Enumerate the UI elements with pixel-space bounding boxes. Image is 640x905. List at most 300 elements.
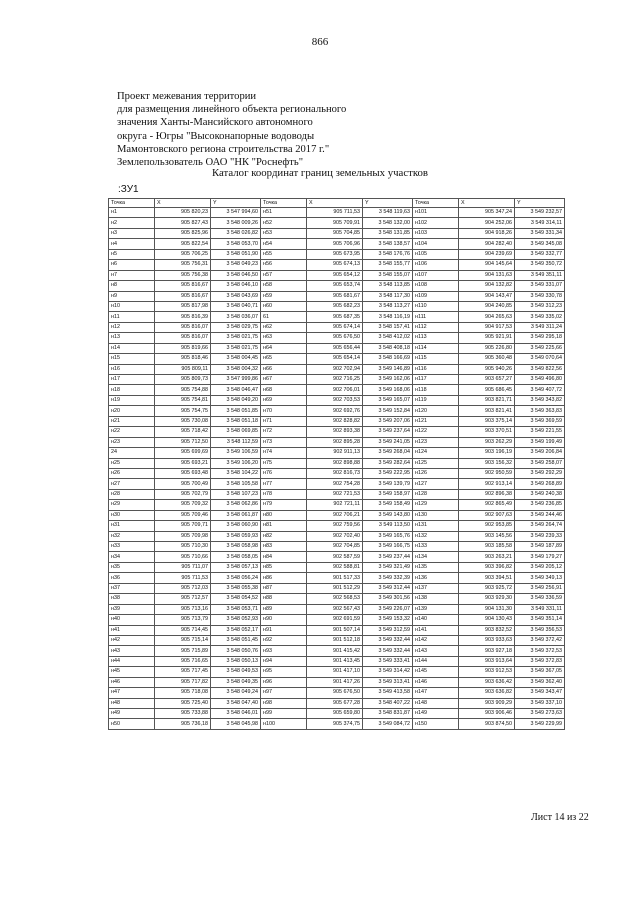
table-row: [109, 291, 565, 301]
point-cell: н108: [413, 281, 459, 291]
y-cell: 3 548 036,07: [211, 312, 261, 322]
table-row: [109, 510, 565, 520]
x-cell: 904 252,06: [459, 218, 515, 228]
point-cell: н110: [413, 301, 459, 311]
y-cell: 3 548 021,75: [211, 343, 261, 353]
y-cell: 3 549 168,06: [363, 385, 413, 395]
y-cell: 3 548 026,82: [211, 228, 261, 238]
y-cell: 3 548 051,90: [211, 249, 261, 259]
point-cell: н125: [413, 458, 459, 468]
x-cell: 904 143,47: [459, 291, 515, 301]
point-cell: н106: [413, 260, 459, 270]
y-cell: 3 548 029,75: [211, 322, 261, 332]
x-cell: 901 413,45: [307, 656, 363, 666]
x-cell: 904 145,64: [459, 260, 515, 270]
point-cell: н47: [109, 688, 155, 698]
y-cell: 3 548 166,69: [363, 354, 413, 364]
point-cell: н70: [261, 406, 307, 416]
table-row: [109, 270, 565, 280]
y-cell: 3 549 236,85: [515, 500, 565, 510]
x-cell: 903 396,82: [459, 562, 515, 572]
point-cell: н15: [109, 354, 155, 364]
point-cell: н42: [109, 635, 155, 645]
point-cell: н85: [261, 562, 307, 572]
table-row: [109, 416, 565, 426]
y-cell: 3 549 158,49: [363, 500, 413, 510]
point-cell: н39: [109, 604, 155, 614]
point-cell: н31: [109, 521, 155, 531]
x-cell: 905 715,89: [155, 646, 211, 656]
x-cell: 905 717,82: [155, 677, 211, 687]
x-cell: 901 517,33: [307, 573, 363, 583]
x-cell: 905 702,79: [155, 489, 211, 499]
y-cell: 3 548 046,01: [211, 709, 261, 719]
table-row: [109, 677, 565, 687]
x-cell: 905 654,14: [307, 354, 363, 364]
y-cell: 3 549 413,58: [363, 688, 413, 698]
document-header: [117, 90, 537, 169]
table-row: [109, 656, 565, 666]
y-cell: 3 548 045,98: [211, 719, 261, 729]
point-cell: н52: [261, 218, 307, 228]
point-cell: н38: [109, 594, 155, 604]
x-cell: 902 702,94: [307, 364, 363, 374]
table-row: [109, 489, 565, 499]
header-line: значения Ханты-Мансийского автономного: [117, 117, 313, 129]
point-cell: н145: [413, 667, 459, 677]
point-cell: н27: [109, 479, 155, 489]
x-cell: 902 913,14: [459, 479, 515, 489]
y-cell: 3 548 050,13: [211, 656, 261, 666]
point-cell: н5: [109, 249, 155, 259]
y-cell: 3 549 165,76: [363, 531, 413, 541]
x-cell: 905 653,74: [307, 281, 363, 291]
x-cell: 902 587,59: [307, 552, 363, 562]
x-cell: 905 809,11: [155, 364, 211, 374]
y-cell: 3 549 363,83: [515, 406, 565, 416]
x-cell: 905 712,57: [155, 594, 211, 604]
y-cell: 3 549 143,80: [363, 510, 413, 520]
y-cell: 3 548 055,38: [211, 583, 261, 593]
x-cell: 905 654,12: [307, 270, 363, 280]
x-cell: 905 677,28: [307, 698, 363, 708]
y-cell: 3 548 009,26: [211, 218, 261, 228]
x-cell: 902 706,01: [307, 385, 363, 395]
point-cell: н102: [413, 218, 459, 228]
y-cell: 3 548 119,63: [363, 208, 413, 218]
table-row: [109, 458, 565, 468]
point-cell: н132: [413, 531, 459, 541]
x-cell: 905 816,07: [155, 322, 211, 332]
y-cell: 3 548 831,87: [363, 709, 413, 719]
x-cell: 905 713,79: [155, 615, 211, 625]
point-cell: н6: [109, 260, 155, 270]
point-cell: н134: [413, 552, 459, 562]
x-cell: 905 717,45: [155, 667, 211, 677]
x-cell: 901 415,42: [307, 646, 363, 656]
column-header: Y: [211, 199, 261, 208]
x-cell: 902 907,63: [459, 510, 515, 520]
x-cell: 903 925,72: [459, 583, 515, 593]
x-cell: 905 754,88: [155, 385, 211, 395]
x-cell: 905 709,46: [155, 510, 211, 520]
y-cell: 3 548 004,32: [211, 364, 261, 374]
point-cell: н2: [109, 218, 155, 228]
point-cell: н60: [261, 301, 307, 311]
point-cell: н10: [109, 301, 155, 311]
x-cell: 905 360,48: [459, 354, 515, 364]
point-cell: н136: [413, 573, 459, 583]
x-cell: 905 754,75: [155, 406, 211, 416]
catalog-title: Каталог координат границ земельных участков: [211, 167, 429, 179]
column-header: X: [307, 199, 363, 208]
point-cell: н18: [109, 385, 155, 395]
y-cell: 3 549 332,77: [515, 249, 565, 259]
y-cell: 3 549 199,49: [515, 437, 565, 447]
table-row: [109, 552, 565, 562]
point-cell: н127: [413, 479, 459, 489]
table-row: [109, 531, 565, 541]
x-cell: 905 656,44: [307, 343, 363, 353]
x-cell: 902 691,59: [307, 615, 363, 625]
point-cell: н50: [109, 719, 155, 729]
point-cell: н105: [413, 249, 459, 259]
point-cell: н20: [109, 406, 155, 416]
y-cell: 3 549 331,34: [515, 228, 565, 238]
x-cell: 905 709,32: [155, 500, 211, 510]
x-cell: 905 711,53: [155, 573, 211, 583]
table-row: [109, 562, 565, 572]
point-cell: н96: [261, 677, 307, 687]
x-cell: 903 927,18: [459, 646, 515, 656]
y-cell: 3 548 069,85: [211, 427, 261, 437]
table-row: [109, 354, 565, 364]
x-cell: 903 906,46: [459, 709, 515, 719]
table-row: [109, 301, 565, 311]
y-cell: 3 548 049,35: [211, 677, 261, 687]
x-cell: 904 239,69: [459, 249, 515, 259]
y-cell: 3 548 058,98: [211, 542, 261, 552]
x-cell: 903 196,19: [459, 448, 515, 458]
sheet-number: Лист 14 из 22: [531, 812, 589, 823]
y-cell: 3 549 372,42: [515, 635, 565, 645]
y-cell: 3 548 113,85: [363, 281, 413, 291]
point-cell: 24: [109, 448, 155, 458]
point-cell: н68: [261, 385, 307, 395]
x-cell: 903 913,64: [459, 656, 515, 666]
x-cell: 904 240,85: [459, 301, 515, 311]
point-cell: н55: [261, 249, 307, 259]
point-cell: н141: [413, 625, 459, 635]
point-cell: н142: [413, 635, 459, 645]
point-cell: н58: [261, 281, 307, 291]
point-cell: н91: [261, 625, 307, 635]
x-cell: 903 874,50: [459, 719, 515, 729]
y-cell: 3 548 040,71: [211, 301, 261, 311]
x-cell: 901 512,29: [307, 583, 363, 593]
x-cell: 903 145,56: [459, 531, 515, 541]
point-cell: н82: [261, 531, 307, 541]
x-cell: 905 712,03: [155, 583, 211, 593]
table-row: [109, 698, 565, 708]
point-cell: н4: [109, 239, 155, 249]
x-cell: 903 636,82: [459, 688, 515, 698]
y-cell: 3 549 222,95: [363, 468, 413, 478]
y-cell: 3 549 335,02: [515, 312, 565, 322]
column-header: Y: [363, 199, 413, 208]
point-cell: н147: [413, 688, 459, 698]
point-cell: н124: [413, 448, 459, 458]
point-cell: н115: [413, 354, 459, 364]
point-cell: н137: [413, 583, 459, 593]
x-cell: 905 682,23: [307, 301, 363, 311]
y-cell: 3 548 107,23: [211, 489, 261, 499]
x-cell: 904 131,63: [459, 270, 515, 280]
column-header: Точка: [413, 199, 459, 208]
point-cell: н146: [413, 677, 459, 687]
y-cell: 3 548 046,47: [211, 385, 261, 395]
y-cell: 3 548 176,76: [363, 249, 413, 259]
point-cell: н26: [109, 468, 155, 478]
x-cell: 905 712,50: [155, 437, 211, 447]
x-cell: 903 263,21: [459, 552, 515, 562]
point-cell: н49: [109, 709, 155, 719]
x-cell: 905 710,66: [155, 552, 211, 562]
y-cell: 3 549 343,47: [515, 688, 565, 698]
x-cell: 901 417,10: [307, 667, 363, 677]
x-cell: 905 674,14: [307, 322, 363, 332]
x-cell: 903 912,53: [459, 667, 515, 677]
point-cell: н92: [261, 635, 307, 645]
x-cell: 905 921,91: [459, 333, 515, 343]
y-cell: 3 548 052,17: [211, 625, 261, 635]
table-row: [109, 322, 565, 332]
x-cell: 905 681,67: [307, 291, 363, 301]
x-cell: 902 567,43: [307, 604, 363, 614]
x-cell: 903 262,29: [459, 437, 515, 447]
point-cell: н22: [109, 427, 155, 437]
x-cell: 902 692,76: [307, 406, 363, 416]
y-cell: 3 549 372,83: [515, 656, 565, 666]
y-cell: 3 549 084,72: [363, 719, 413, 729]
y-cell: 3 549 372,53: [515, 646, 565, 656]
y-cell: 3 548 058,05: [211, 552, 261, 562]
x-cell: 901 512,18: [307, 635, 363, 645]
x-cell: 905 687,35: [307, 312, 363, 322]
x-cell: 905 756,31: [155, 260, 211, 270]
y-cell: 3 548 057,13: [211, 562, 261, 572]
point-cell: н129: [413, 500, 459, 510]
x-cell: 905 825,96: [155, 228, 211, 238]
point-cell: н143: [413, 646, 459, 656]
point-cell: н100: [261, 719, 307, 729]
x-cell: 902 703,53: [307, 395, 363, 405]
y-cell: 3 549 070,64: [515, 354, 565, 364]
x-cell: 903 929,30: [459, 594, 515, 604]
point-cell: н57: [261, 270, 307, 280]
point-cell: н53: [261, 228, 307, 238]
point-cell: н86: [261, 573, 307, 583]
y-cell: 3 548 051,85: [211, 406, 261, 416]
point-cell: н122: [413, 427, 459, 437]
x-cell: 905 709,98: [155, 531, 211, 541]
y-cell: 3 548 043,69: [211, 291, 261, 301]
y-cell: 3 549 226,07: [363, 604, 413, 614]
y-cell: 3 549 268,89: [515, 479, 565, 489]
y-cell: 3 549 314,42: [363, 667, 413, 677]
y-cell: 3 549 106,59: [211, 448, 261, 458]
y-cell: 3 549 166,75: [363, 542, 413, 552]
point-cell: н11: [109, 312, 155, 322]
y-cell: 3 549 350,72: [515, 260, 565, 270]
y-cell: 3 549 113,50: [363, 521, 413, 531]
point-cell: н16: [109, 364, 155, 374]
y-cell: 3 549 345,08: [515, 239, 565, 249]
point-cell: н66: [261, 364, 307, 374]
point-cell: н87: [261, 583, 307, 593]
y-cell: 3 549 332,44: [363, 635, 413, 645]
point-cell: н62: [261, 322, 307, 332]
point-cell: н107: [413, 270, 459, 280]
y-cell: 3 548 049,53: [211, 667, 261, 677]
table-row: [109, 468, 565, 478]
y-cell: 3 548 054,52: [211, 594, 261, 604]
point-cell: н139: [413, 604, 459, 614]
table-row: [109, 688, 565, 698]
y-cell: 3 548 155,07: [363, 270, 413, 280]
table-row: [109, 312, 565, 322]
y-cell: 3 548 053,70: [211, 239, 261, 249]
table-row: [109, 625, 565, 635]
y-cell: 3 549 187,89: [515, 542, 565, 552]
column-header: Y: [515, 199, 565, 208]
table-row: [109, 594, 565, 604]
y-cell: 3 549 273,63: [515, 709, 565, 719]
y-cell: 3 548 052,93: [211, 615, 261, 625]
point-cell: н140: [413, 615, 459, 625]
point-cell: н74: [261, 448, 307, 458]
table-row: [109, 437, 565, 447]
y-cell: 3 547 999,86: [211, 375, 261, 385]
y-cell: 3 548 051,18: [211, 416, 261, 426]
point-cell: н131: [413, 521, 459, 531]
x-cell: 905 686,45: [459, 385, 515, 395]
x-cell: 905 756,38: [155, 270, 211, 280]
point-cell: н56: [261, 260, 307, 270]
table-row: [109, 385, 565, 395]
y-cell: 3 549 349,13: [515, 573, 565, 583]
x-cell: 905 709,71: [155, 521, 211, 531]
y-cell: 3 548 049,20: [211, 395, 261, 405]
x-cell: 904 282,40: [459, 239, 515, 249]
table-header-row: [109, 199, 565, 208]
header-line: Землепользователь ОАО "НК "Роснефть": [117, 157, 304, 169]
point-cell: н97: [261, 688, 307, 698]
x-cell: 902 950,59: [459, 468, 515, 478]
table-row: [109, 479, 565, 489]
x-cell: 904 265,63: [459, 312, 515, 322]
point-cell: н121: [413, 416, 459, 426]
point-cell: н54: [261, 239, 307, 249]
table-row: [109, 709, 565, 719]
x-cell: 902 759,56: [307, 521, 363, 531]
point-cell: н113: [413, 333, 459, 343]
y-cell: 3 549 146,89: [363, 364, 413, 374]
point-cell: н83: [261, 542, 307, 552]
x-cell: 905 754,81: [155, 395, 211, 405]
point-cell: н33: [109, 542, 155, 552]
y-cell: 3 549 240,38: [515, 489, 565, 499]
point-cell: н93: [261, 646, 307, 656]
x-cell: 905 693,48: [155, 468, 211, 478]
y-cell: 3 549 241,05: [363, 437, 413, 447]
y-cell: 3 549 351,11: [515, 270, 565, 280]
table-row: [109, 228, 565, 238]
point-cell: н94: [261, 656, 307, 666]
point-cell: н75: [261, 458, 307, 468]
x-cell: 905 676,50: [307, 333, 363, 343]
y-cell: 3 549 162,06: [363, 375, 413, 385]
y-cell: 3 548 046,50: [211, 270, 261, 280]
x-cell: 902 702,40: [307, 531, 363, 541]
y-cell: 3 549 496,80: [515, 375, 565, 385]
column-header: Точка: [261, 199, 307, 208]
x-cell: 902 865,49: [459, 500, 515, 510]
point-cell: н46: [109, 677, 155, 687]
table-row: [109, 364, 565, 374]
point-cell: н13: [109, 333, 155, 343]
x-cell: 905 725,40: [155, 698, 211, 708]
point-cell: н35: [109, 562, 155, 572]
y-cell: 3 549 106,20: [211, 458, 261, 468]
y-cell: 3 549 407,72: [515, 385, 565, 395]
x-cell: 903 185,58: [459, 542, 515, 552]
point-cell: н17: [109, 375, 155, 385]
y-cell: 3 549 362,40: [515, 677, 565, 687]
point-cell: н48: [109, 698, 155, 708]
y-cell: 3 549 822,56: [515, 364, 565, 374]
y-cell: 3 549 301,56: [363, 594, 413, 604]
y-cell: 3 548 104,22: [211, 468, 261, 478]
y-cell: 3 549 313,41: [363, 677, 413, 687]
x-cell: 905 659,80: [307, 709, 363, 719]
point-cell: н72: [261, 427, 307, 437]
y-cell: 3 549 336,59: [515, 594, 565, 604]
x-cell: 901 417,26: [307, 677, 363, 687]
x-cell: 902 828,82: [307, 416, 363, 426]
y-cell: 3 549 264,74: [515, 521, 565, 531]
y-cell: 3 548 157,41: [363, 322, 413, 332]
x-cell: 905 676,50: [307, 688, 363, 698]
x-cell: 902 893,38: [307, 427, 363, 437]
x-cell: 905 374,75: [307, 719, 363, 729]
point-cell: н130: [413, 510, 459, 520]
x-cell: 905 709,91: [307, 218, 363, 228]
x-cell: 904 132,82: [459, 281, 515, 291]
table-row: [109, 667, 565, 677]
point-cell: н28: [109, 489, 155, 499]
x-cell: 905 715,14: [155, 635, 211, 645]
y-cell: 3 549 239,33: [515, 531, 565, 541]
y-cell: 3 548 105,58: [211, 479, 261, 489]
point-cell: н135: [413, 562, 459, 572]
y-cell: 3 549 244,46: [515, 510, 565, 520]
y-cell: 3 548 138,57: [363, 239, 413, 249]
x-cell: 903 657,27: [459, 375, 515, 385]
point-cell: н79: [261, 500, 307, 510]
y-cell: 3 548 056,24: [211, 573, 261, 583]
x-cell: 905 673,95: [307, 249, 363, 259]
